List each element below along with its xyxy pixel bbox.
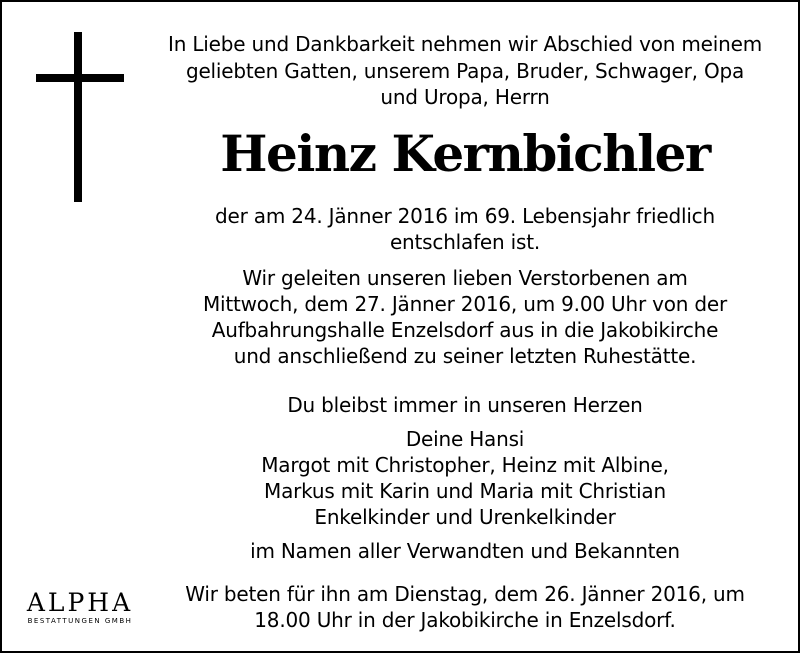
mourner-line-4: Enkelkinder und Urenkelkinder: [314, 505, 616, 529]
intro-line-3: und Uropa, Herrn: [380, 85, 550, 109]
cross-vertical-bar: [74, 32, 82, 202]
death-line-2: entschlafen ist.: [389, 230, 541, 254]
closing-line: im Namen aller Verwandten und Bekannten: [250, 539, 680, 563]
mourner-line-1: Deine Hansi: [405, 427, 525, 451]
death-line-1: der am 24. Jänner 2016 im 69. Lebensjahr friedlich: [215, 204, 715, 228]
prayer-line-2: 18.00 Uhr in der Jakobikirche in Enzelsdorf.: [254, 608, 676, 632]
intro-line-1: In Liebe und Dankbarkeit nehmen wir Abschied von meinem: [168, 32, 762, 56]
deceased-name: Heinz Kernbichler: [220, 124, 710, 183]
funeral-line-2: Mittwoch, dem 27. Jänner 2016, um 9.00 Uhr von der: [202, 292, 728, 316]
funeral-line-4: und anschließend zu seiner letzten Ruhestätte.: [233, 344, 697, 368]
funeral-line-1: Wir geleiten unseren lieben Verstorbenen am: [242, 266, 688, 290]
intro-line-2: geliebten Gatten, unserem Papa, Bruder, Schwager, Opa: [185, 59, 745, 83]
logo-name: ALPHA: [26, 588, 134, 617]
cross-icon: [36, 32, 124, 202]
farewell-line: Du bleibst immer in unseren Herzen: [287, 393, 643, 417]
prayer-line-1: Wir beten für ihn am Dienstag, dem 26. Jänner 2016, um: [185, 582, 745, 606]
mourner-line-2: Margot mit Christopher, Heinz mit Albine,: [261, 453, 669, 477]
mourner-line-3: Markus mit Karin und Maria mit Christian: [264, 479, 666, 503]
funeral-home-logo: [20, 589, 140, 626]
logo-subtitle: BESTATTUNGEN GMBH: [27, 617, 133, 625]
cross-horizontal-bar: [36, 74, 124, 82]
funeral-line-3: Aufbahrungshalle Enzelsdorf aus in die Jakobikirche: [211, 318, 719, 342]
